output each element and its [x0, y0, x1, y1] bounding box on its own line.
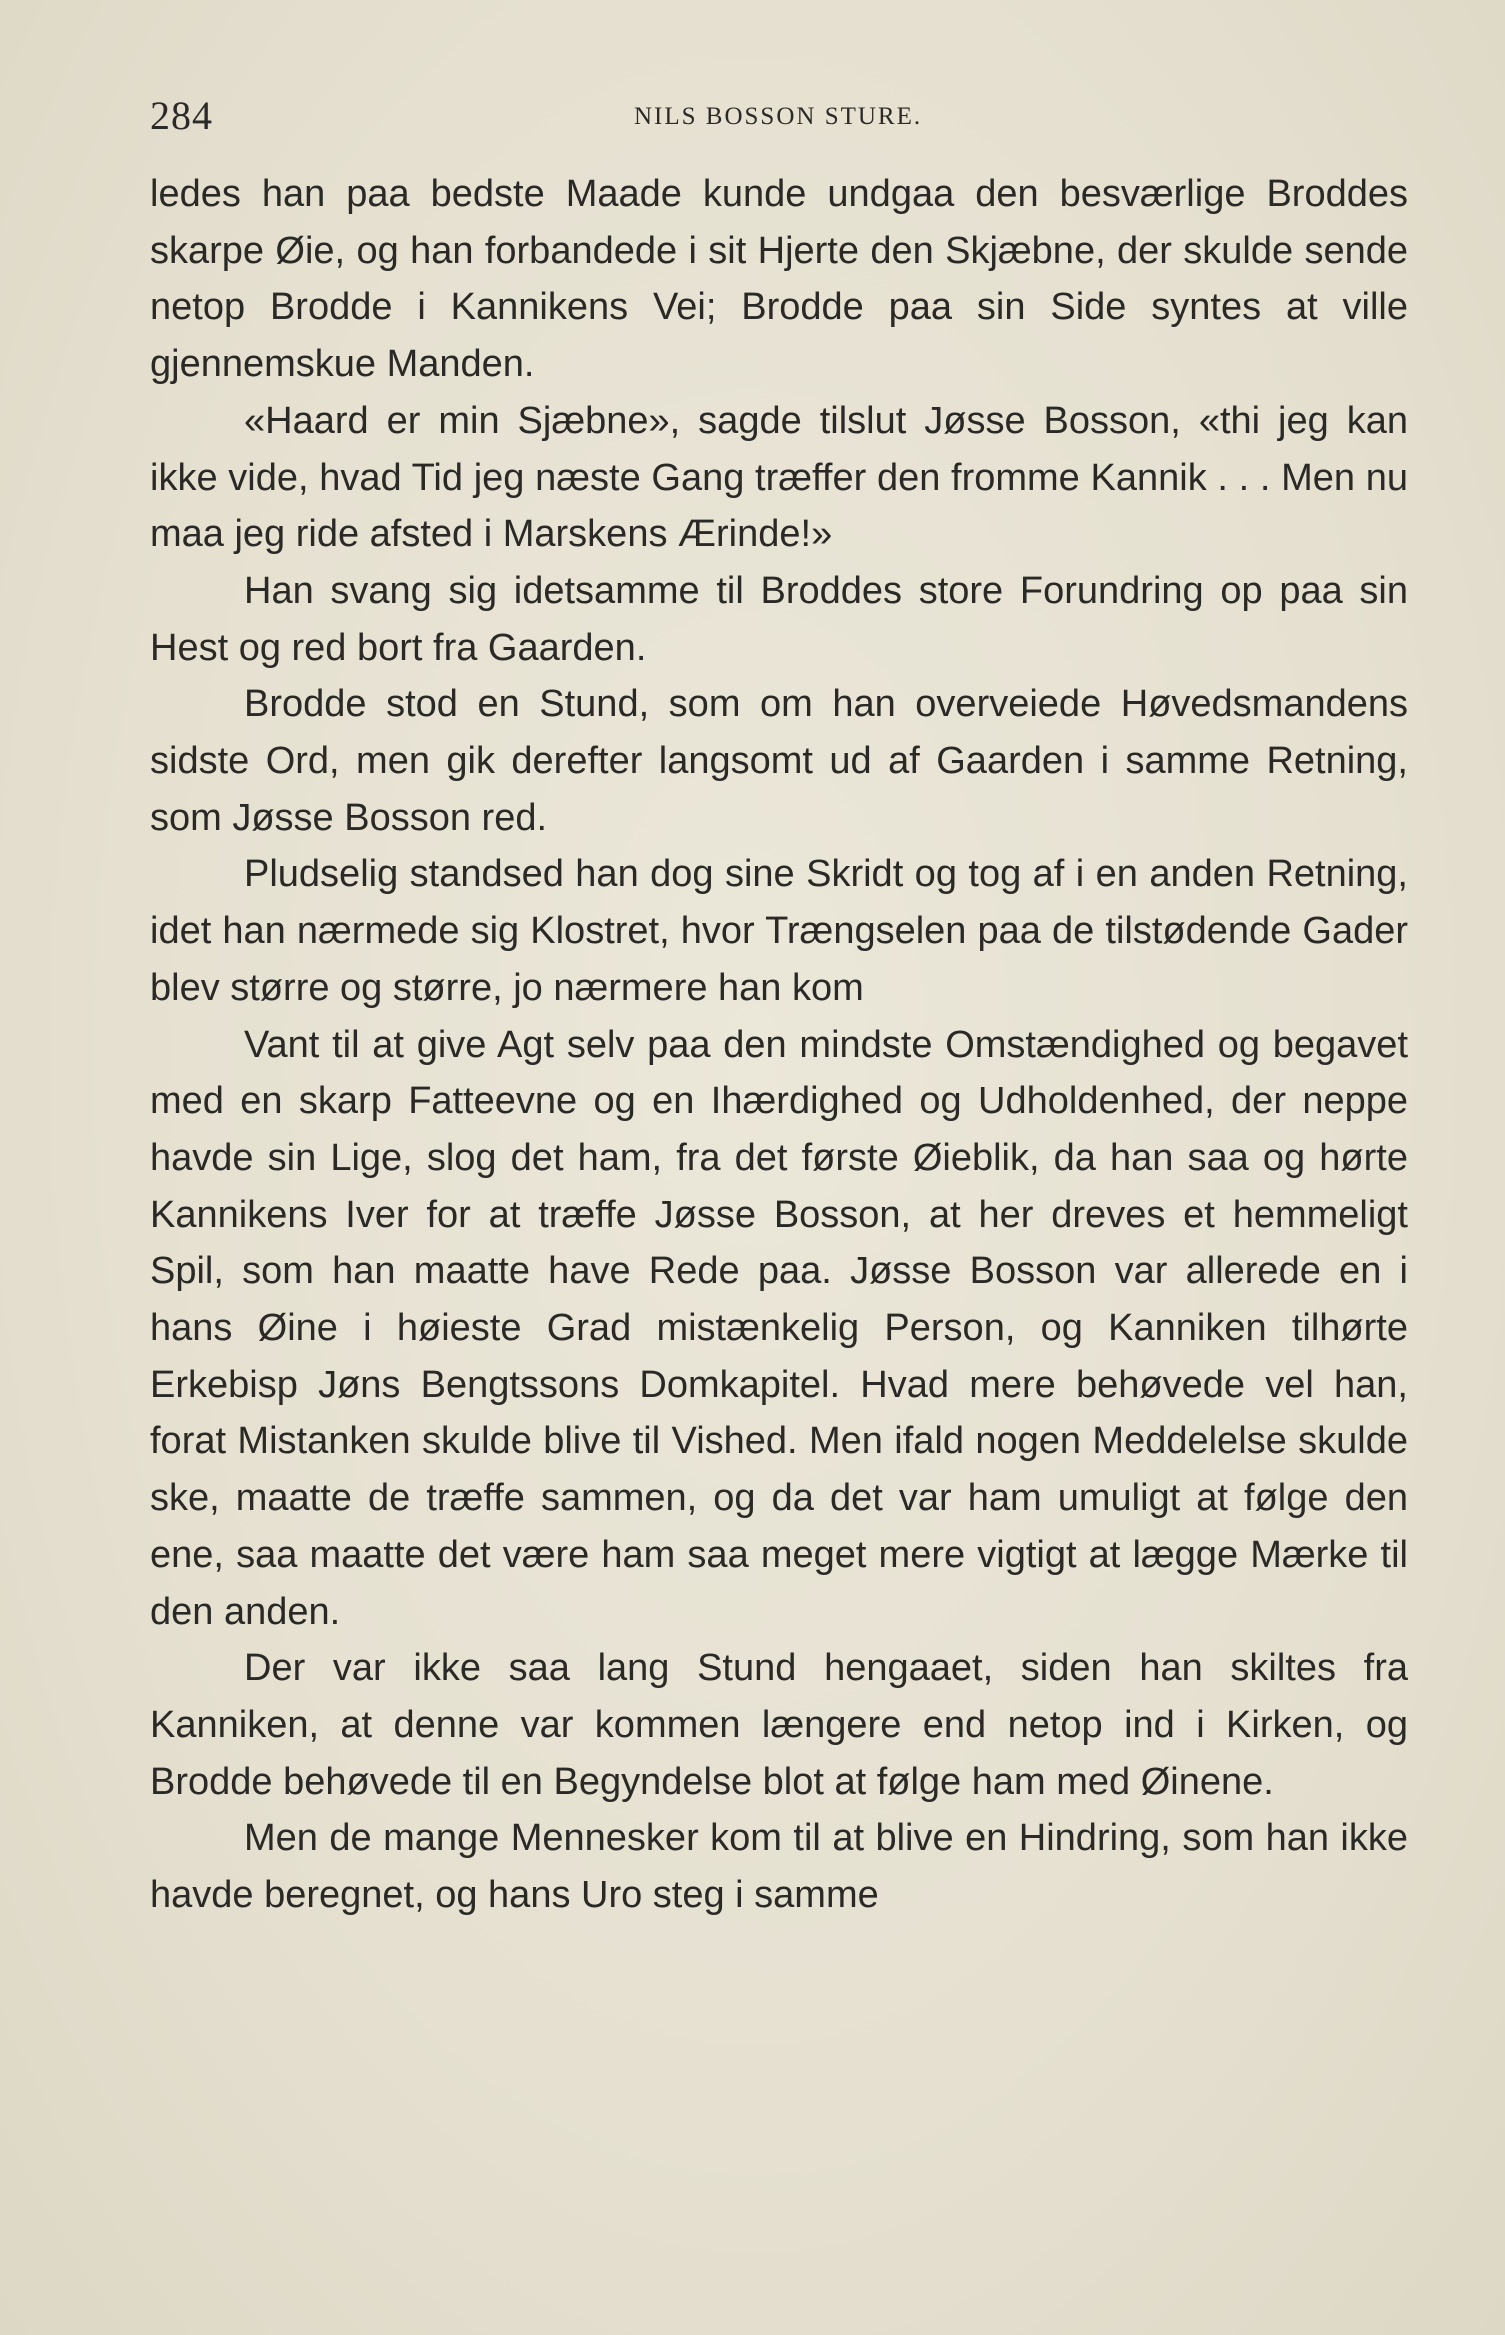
- paragraph-4: Brodde stod en Stund, som om han overveiede Høvedsmandens sidste Ord, men gik derefter langsomt ud af Gaarden i samme Retning, som Jøsse Bosson red.: [150, 683, 1408, 839]
- running-title: NILS BOSSON STURE.: [634, 103, 923, 130]
- paragraph-6: Vant til at give Agt selv paa den mindste Omstændighed og begavet med en skarp Fatteevne og en Ihærdighed og Udholdenhed, der neppe havde sin Lige, slog det ham, fra det første Øieblik, da han saa og hørte Kannikens Iver for at træffe Jøsse Bosson, at her dreves et hemmeligt Spil, som han maatte have Rede paa. Jøsse Bosson var allerede en i hans Øine i høieste Grad mistænkelig Person, og Kanniken tilhørte Erkebisp Jøns Bengtssons Domkapitel. Hvad mere behøvede vel han, forat Mistanken skulde blive til Vished. Men ifald nogen Meddelelse skulde ske, maatte de træffe sammen, og da det var ham umuligt at følge den ene, saa maatte det være ham saa meget mere vigtigt at lægge Mærke til den anden.: [150, 1023, 1408, 1633]
- body-text: [150, 166, 1408, 1924]
- paragraph-8: Men de mange Mennesker kom til at blive en Hindring, som han ikke havde beregnet, og hans Uro steg i samme: [150, 1817, 1408, 1917]
- page-header: [150, 86, 1410, 146]
- page-number: 284: [150, 93, 213, 138]
- paragraph-5: Pludselig standsed han dog sine Skridt og tog af i en anden Retning, idet han nærmede sig Klostret, hvor Trængselen paa de tilstødende Gader blev større og større, jo nærmere han kom: [150, 853, 1408, 1009]
- paragraph-7: Der var ikke saa lang Stund hengaaet, siden han skiltes fra Kanniken, at denne var kommen længere end netop ind i Kirken, og Brodde behøvede til en Begyndelse blot at følge ham med Øinene.: [150, 1647, 1408, 1803]
- paragraph-1: ledes han paa bedste Maade kunde undgaa den besværlige Broddes skarpe Øie, og han forbandede i sit Hjerte den Skjæbne, der skulde sende netop Brodde i Kannikens Vei; Brodde paa sin Side syntes at ville gjennemskue Manden.: [150, 173, 1408, 386]
- paragraph-2: «Haard er min Sjæbne», sagde tilslut Jøsse Bosson, «thi jeg kan ikke vide, hvad Tid jeg næste Gang træffer den fromme Kannik . . . Men nu maa jeg ride afsted i Marskens Ærinde!»: [150, 399, 1408, 556]
- paragraph-3: Han svang sig idetsamme til Broddes store Forundring op paa sin Hest og red bort fra Gaarden.: [150, 569, 1408, 669]
